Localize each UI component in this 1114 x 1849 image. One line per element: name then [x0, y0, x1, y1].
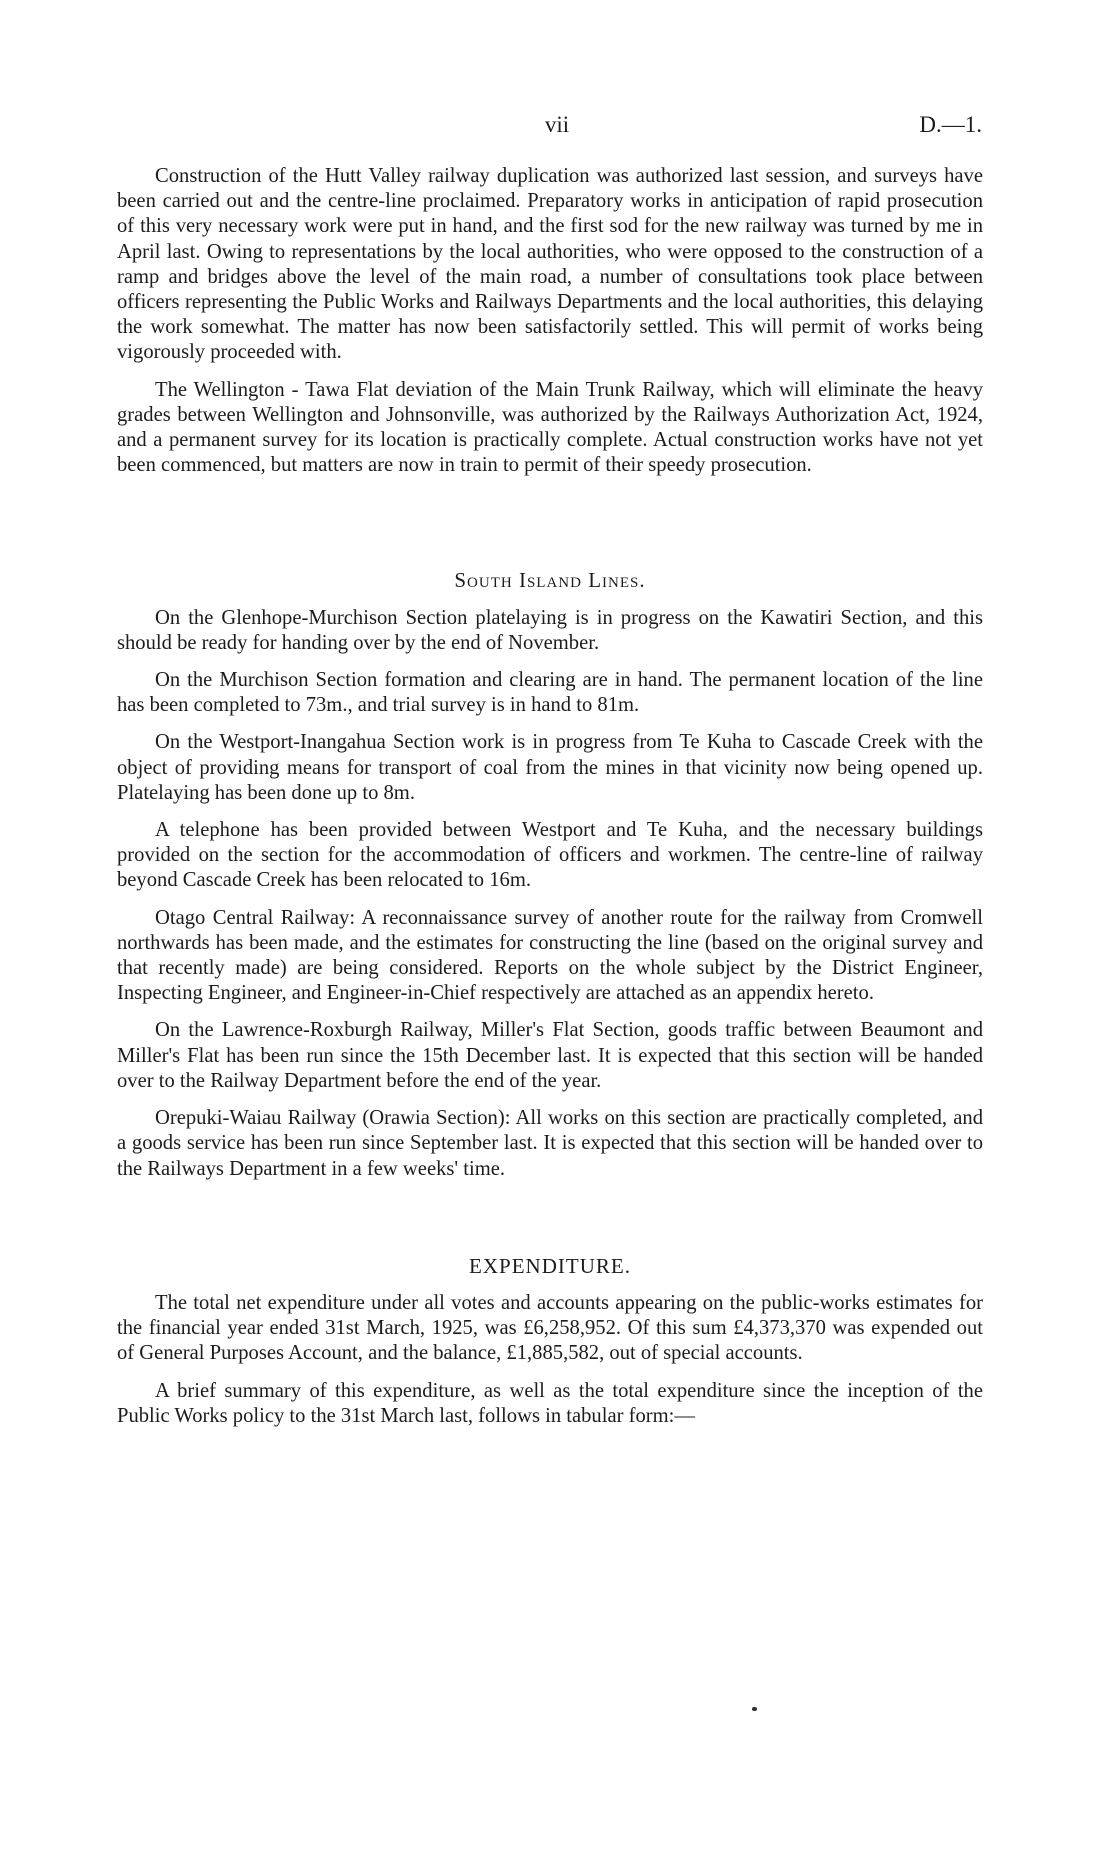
paragraph-wellington-tawa-flat: The Wellington - Tawa Flat deviation of the Main Trunk Railway, which will eliminate the heavy grades between Wellington and Johnsonville, was authorized by the Railways Authorization Act, 1924, and a permanent survey for its location is practically complete. Actual construction works have not yet been commenced, but matters are now in train to permit of their speedy prosecution.: [117, 378, 983, 477]
paragraph-westport-inangahua: On the Westport-Inangahua Section work is in progress from Te Kuha to Cascade Creek with the object of providing means for transport of coal from the mines in that vicinity now being opened up. Platelaying has been done up to 8m.: [117, 731, 983, 804]
paragraph-otago-central: Otago Central Railway: A reconnaissance survey of another route for the railway from Cromwell northwards has been made, and the estimates for constructing the line (based on the original survey and that recently made) are being considered. Reports on the whole subject by the District Engineer, Inspecting Engineer, and Engineer-in-Chief respectively are attached as an appendix hereto.: [117, 906, 983, 1005]
paragraph-telephone: A telephone has been provided between Westport and Te Kuha, and the necessary buildings provided on the section for the accommodation of officers and workmen. The centre-line of railway beyond Cascade Creek has been relocated to 16m.: [117, 819, 983, 892]
paragraph-murchison: On the Murchison Section formation and clearing are in hand. The permanent location of the line has been completed to 73m., and trial survey is in hand to 81m.: [117, 669, 983, 717]
paragraph-lawrence-roxburgh: On the Lawrence-Roxburgh Railway, Miller's Flat Section, goods traffic between Beaumont and Miller's Flat has been run since the 15th December last. It is expected that this section will be handed over to the Railway Department before the end of the year.: [117, 1019, 983, 1092]
document-reference: D.—1.: [919, 112, 982, 137]
paragraph-total-expenditure: The total net expenditure under all votes and accounts appearing on the public-works estimates for the financial year ended 31st March, 1925, was £6,258,952. Of this sum £4,373,370 was expended out of General Purposes Account, and the balance, £1,885,582, out of special accounts.: [117, 1291, 983, 1365]
section-spacer: [117, 490, 983, 568]
ink-speck: [752, 1707, 757, 1711]
section-spacer: [117, 1194, 983, 1254]
paragraph-orepuki-waiau: Orepuki-Waiau Railway (Orawia Section): All works on this section are practically completed, and a goods service has been run since September last. It is expected that this section will be handed over to the Railways Department in a few weeks' time.: [117, 1107, 983, 1180]
expenditure-heading: EXPENDITURE.: [469, 1253, 631, 1278]
paragraph-summary-intro: A brief summary of this expenditure, as well as the total expenditure since the inception of the Public Works policy to the 31st March last, follows in tabular form:—: [117, 1379, 983, 1427]
body-text: [117, 164, 983, 1441]
paragraph-glenhope-murchison: On the Glenhope-Murchison Section platelaying is in progress on the Kawatiri Section, and this should be ready for handing over by the end of November.: [117, 606, 983, 654]
south-island-heading: South Island Lines.: [454, 568, 646, 593]
page-number: vii: [544, 112, 570, 137]
paragraph-hutt-valley: Construction of the Hutt Valley railway duplication was authorized last session, and surveys have been carried out and the centre-line proclaimed. Preparatory works in anticipation of rapid prosecution of this very necessary work were put in hand, and the first sod for the new railway was turned by me in April last. Owing to representations by the local authorities, who were opposed to the construction of a ramp and bridges above the level of the main road, a number of consultations took place between officers representing the Public Works and Railways Departments and the local authorities, this delaying the work somewhat. The matter has now been satisfactorily settled. This will permit of works being vigorously proceeded with.: [117, 165, 983, 364]
page-header: [0, 112, 1114, 144]
